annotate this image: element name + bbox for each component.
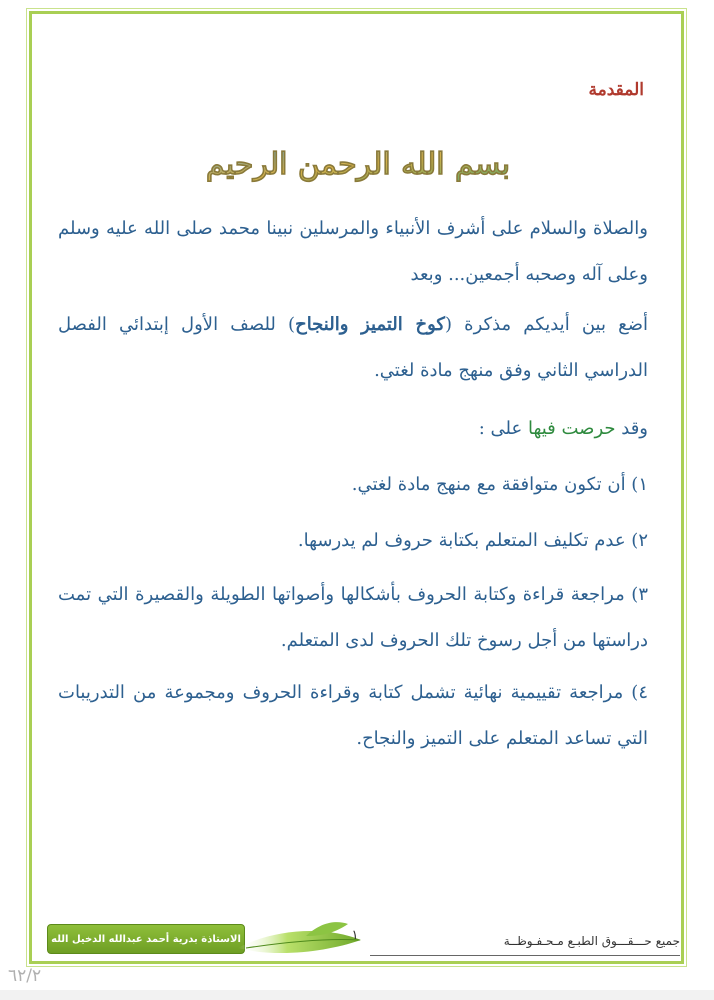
footer-rule — [370, 955, 680, 956]
memo-title: كوخ التميز والنجاح — [295, 314, 445, 335]
criteria-text-end: على : — [478, 418, 528, 439]
point-item: ١) أن تكون متوافقة مع منهج مادة لغتي. — [351, 474, 648, 495]
point-item: ٣) مراجعة قراءة وكتابة الحروف بأشكالها وأصواتها الطويلة والقصيرة التي تمت دراستها من أجل رسوخ تلك الحروف لدى المتعلم. — [58, 584, 648, 651]
basmala-calligraphy — [205, 122, 511, 200]
criteria-text-start: وقد — [615, 418, 648, 439]
memo-text-start: أضع بين أيديكم مذكرة ( — [444, 314, 648, 335]
page-number: ١ — [351, 928, 359, 943]
copyright-notice: جميع حـــقـــوق الطبـع مـحـفـوظــة — [503, 934, 680, 948]
criteria-intro — [58, 406, 648, 452]
point-item: ٢) عدم تكليف المتعلم بكتابة حروف لم يدرسها. — [297, 530, 648, 551]
point-item: ٤) مراجعة تقييمية نهائية تشمل كتابة وقراءة الحروف ومجموعة من التدريبات التي تساعد المتعلم على التميز والنجاح. — [58, 682, 648, 749]
criteria-highlight: حرصت فيها — [527, 418, 616, 439]
sheet-indicator: ٦٢/٢ — [8, 966, 42, 986]
intro-paragraph: والصلاة والسلام على أشرف الأنبياء والمرسلين نبينا محمد صلى الله عليه وسلم وعلى آله وصحبه أجمعين... وبعد — [58, 218, 648, 285]
memo-paragraph — [58, 302, 648, 394]
memo-text-end: ) للصف الأول إبتدائي الفصل الدراسي الثاني وفق منهج مادة لغتي. — [58, 314, 648, 381]
basmala-text: بسم الله الرحمن الرحيم — [205, 147, 511, 182]
author-label: الاستاذة بدرية أحمد عبدالله الدخيل الله — [47, 924, 245, 954]
page-title: المقدمة — [588, 80, 644, 100]
